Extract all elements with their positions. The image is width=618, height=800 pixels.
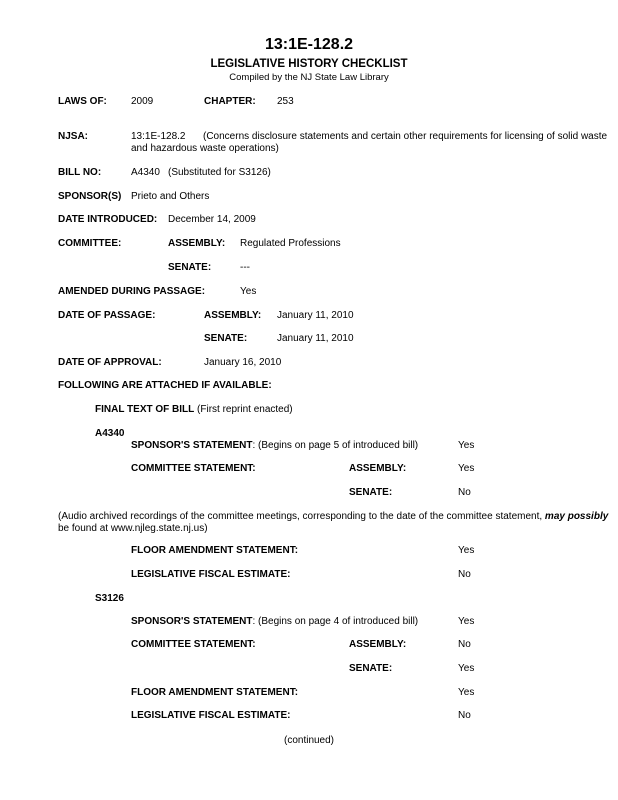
s3126-senate-value: Yes <box>458 663 475 674</box>
s3126-floor-label: FLOOR AMENDMENT STATEMENT: <box>131 687 299 698</box>
s3126-floor-value: Yes <box>458 687 475 698</box>
compiled-by: Compiled by the NJ State Law Library <box>229 72 389 83</box>
audio-note-line2: be found at www.njleg.state.nj.us) <box>58 523 208 534</box>
passage-senate-label: SENATE: <box>204 333 248 344</box>
attached-heading: FOLLOWING ARE ATTACHED IF AVAILABLE: <box>58 380 272 391</box>
committee-senate-label: SENATE: <box>168 262 212 273</box>
a4340-floor-label: FLOOR AMENDMENT STATEMENT: <box>131 545 299 556</box>
laws-of-label: LAWS OF: <box>58 96 107 107</box>
committee-senate-value: --- <box>240 262 250 273</box>
passage-label: DATE OF PASSAGE: <box>58 310 156 321</box>
s3126-assembly-value: No <box>458 639 471 650</box>
audio-note-emphasis: may possibly <box>544 511 609 522</box>
chapter-label: CHAPTER: <box>204 96 256 107</box>
a4340-fiscal-value: No <box>458 569 471 580</box>
njsa-value: 13:1E-128.2 <box>131 131 186 142</box>
committee-assembly-label: ASSEMBLY: <box>168 238 226 249</box>
njsa-description-line1: (Concerns disclosure statements and certain other requirements for licensing of solid waste <box>203 131 608 142</box>
audio-note-text: (Audio archived recordings of the committee meetings, corresponding to the date of the committee statement, <box>58 511 545 522</box>
final-text-line <box>95 404 293 416</box>
passage-senate-value: January 11, 2010 <box>277 333 354 344</box>
bill-no-label: BILL NO: <box>58 167 102 178</box>
a4340-assembly-label: ASSEMBLY: <box>349 463 407 474</box>
njsa-label: NJSA: <box>58 131 89 142</box>
s3126-sponsor-label: SPONSOR'S STATEMENT <box>131 616 253 627</box>
amended-label: AMENDED DURING PASSAGE: <box>58 286 206 297</box>
passage-assembly-value: January 11, 2010 <box>277 310 354 321</box>
page-subtitle: LEGISLATIVE HISTORY CHECKLIST <box>210 58 408 70</box>
a4340-senate-label: SENATE: <box>349 487 393 498</box>
s3126-fiscal-value: No <box>458 710 471 721</box>
a4340-sponsor-note: : (Begins on page 5 of introduced bill) <box>252 440 419 451</box>
s3126-assembly-label: ASSEMBLY: <box>349 639 407 650</box>
a4340-heading: A4340 <box>95 428 125 439</box>
a4340-senate-value: No <box>458 487 471 498</box>
njsa-description-line2: and hazardous waste operations) <box>131 143 279 154</box>
date-introduced-value: December 14, 2009 <box>168 214 256 225</box>
amended-value: Yes <box>240 286 257 297</box>
s3126-committee-label: COMMITTEE STATEMENT: <box>131 639 256 650</box>
a4340-assembly-value: Yes <box>458 463 475 474</box>
s3126-sponsor-note: : (Begins on page 4 of introduced bill) <box>252 616 419 627</box>
a4340-floor-value: Yes <box>458 545 475 556</box>
sponsors-value: Prieto and Others <box>131 191 210 202</box>
s3126-heading: S3126 <box>95 593 124 604</box>
committee-label: COMMITTEE: <box>58 238 122 249</box>
bill-no-value: A4340 <box>131 167 160 178</box>
committee-assembly-value: Regulated Professions <box>240 238 341 249</box>
a4340-sponsor-statement <box>131 440 418 452</box>
a4340-sponsor-value: Yes <box>458 440 475 451</box>
a4340-fiscal-label: LEGISLATIVE FISCAL ESTIMATE: <box>131 569 291 580</box>
sponsors-label: SPONSOR(S) <box>58 191 122 202</box>
a4340-sponsor-label: SPONSOR'S STATEMENT <box>131 440 253 451</box>
final-text-label: FINAL TEXT OF BILL <box>95 404 195 415</box>
page-title: 13:1E-128.2 <box>264 36 354 53</box>
continued-footer: (continued) <box>283 735 335 746</box>
s3126-sponsor-value: Yes <box>458 616 475 627</box>
passage-assembly-label: ASSEMBLY: <box>204 310 262 321</box>
approval-value: January 16, 2010 <box>204 357 282 368</box>
s3126-senate-label: SENATE: <box>349 663 393 674</box>
audio-note-line1 <box>58 511 608 523</box>
s3126-fiscal-label: LEGISLATIVE FISCAL ESTIMATE: <box>131 710 291 721</box>
laws-of-value: 2009 <box>131 96 154 107</box>
bill-no-note: (Substituted for S3126) <box>168 167 271 178</box>
chapter-value: 253 <box>277 96 294 107</box>
approval-label: DATE OF APPROVAL: <box>58 357 162 368</box>
final-text-note: (First reprint enacted) <box>197 404 293 415</box>
s3126-sponsor-statement <box>131 616 418 628</box>
a4340-committee-label: COMMITTEE STATEMENT: <box>131 463 256 474</box>
date-introduced-label: DATE INTRODUCED: <box>58 214 158 225</box>
